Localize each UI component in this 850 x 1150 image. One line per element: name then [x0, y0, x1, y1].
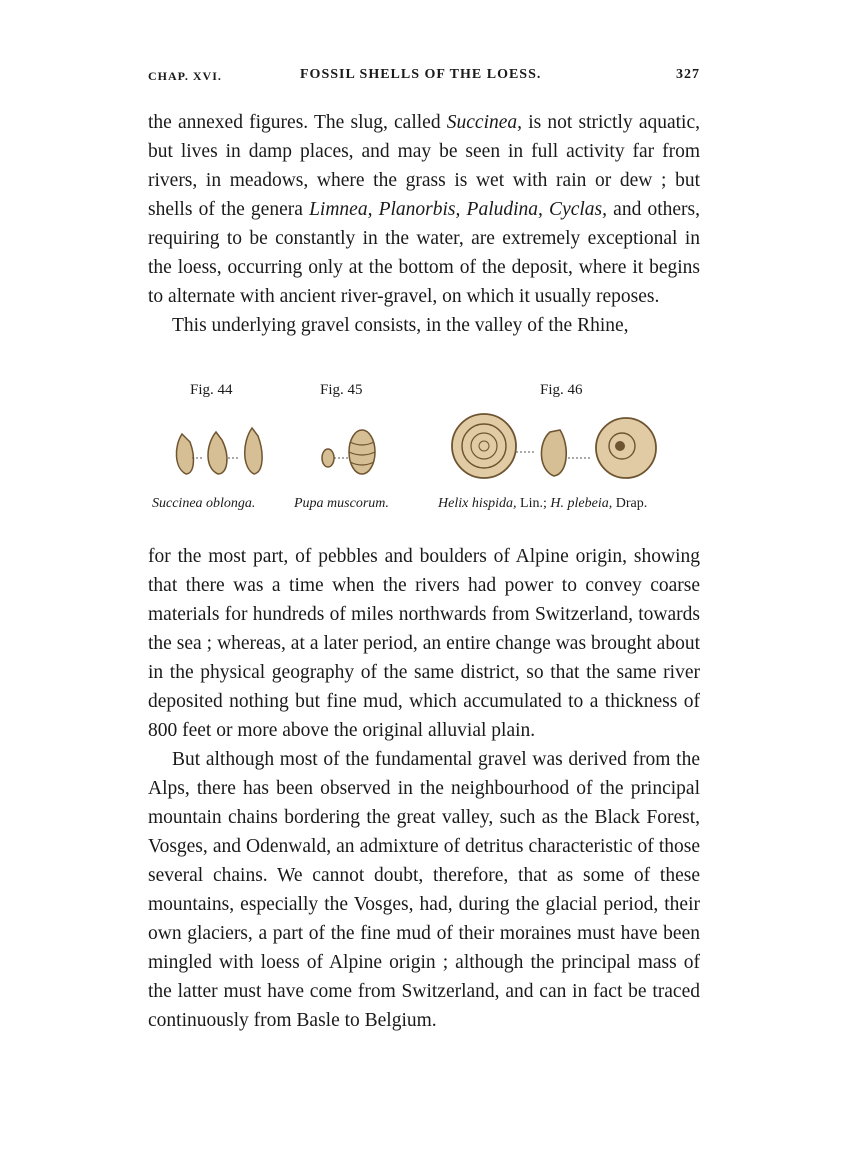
genus-name: Succinea,	[446, 112, 523, 133]
paragraph	[148, 108, 700, 311]
fig-46-caption	[438, 496, 647, 512]
text-run: the annexed figures. The slug, called	[148, 112, 447, 133]
fig-46-label: Fig. 46	[540, 382, 583, 398]
caption-run: Lin.;	[516, 496, 551, 511]
caption-run: Helix hispida,	[438, 496, 517, 511]
succinea-shell-illustration	[170, 412, 270, 484]
caption-run: H. plebeia,	[550, 496, 613, 511]
body-text-lower	[148, 542, 700, 1035]
caption-run: Drap.	[612, 496, 648, 511]
chapter-label: CHAP. XVI.	[148, 69, 222, 83]
helix-shell-illustration	[450, 412, 670, 484]
fig-44-label: Fig. 44	[190, 382, 233, 398]
running-head	[148, 64, 700, 88]
genera-list: Limnea, Planorbis, Paludina, Cyclas,	[309, 199, 608, 220]
text-run: and others, requiring to be constantly in the water, are extremely exceptional in the loess, occurring only at the bottom of the deposit, where it begins to alternate with ancient river-gravel, on which it usually reposes.	[148, 199, 701, 307]
body-text-upper	[148, 108, 700, 340]
fig-45-label: Fig. 45	[320, 382, 363, 398]
page-title: FOSSIL SHELLS OF THE LOESS.	[300, 67, 542, 82]
fig-44-caption: Succinea oblonga.	[152, 496, 256, 511]
paragraph: But although most of the fundamental gravel was derived from the Alps, there has been observed in the neighbourhood of the principal mountain chains bordering the great valley, such as the Black Forest, Vosges, and Odenwald, an admixture of detritus characteristic of those several chains. We cannot doubt, therefore, that as some of these mountains, especially the Vosges, had, during the glacial period, their own glaciers, a part of the fine mud of their moraines must have been mingled with loess of Alpine origin ; although the principal mass of the latter must have come from Switzerland, and can in fact be traced continuously from Basle to Belgium.	[148, 749, 700, 1031]
text-run: is not strictly aquatic, but lives in damp places, and may be seen in full activity far from rivers, in meadows, where the grass is wet with rain or dew ; but shells of the genera	[148, 112, 700, 220]
paragraph: for the most part, of pebbles and boulders of Alpine origin, showing that there was a time when the rivers had power to convey coarse materials for hundreds of miles northwards from Switzerland, towards the sea ; whereas, at a later period, an entire change was brought about in the physical geography of the same district, so that the same river deposited nothing but fine mud, which accumulated to a thickness of 800 feet or more above the original alluvial plain.	[148, 546, 700, 741]
page-number: 327	[676, 67, 700, 82]
pupa-shell-illustration	[318, 412, 388, 484]
paragraph: This underlying gravel consists, in the valley of the Rhine,	[172, 315, 629, 336]
fig-45-caption: Pupa muscorum.	[294, 496, 389, 511]
figure-group	[148, 382, 700, 522]
